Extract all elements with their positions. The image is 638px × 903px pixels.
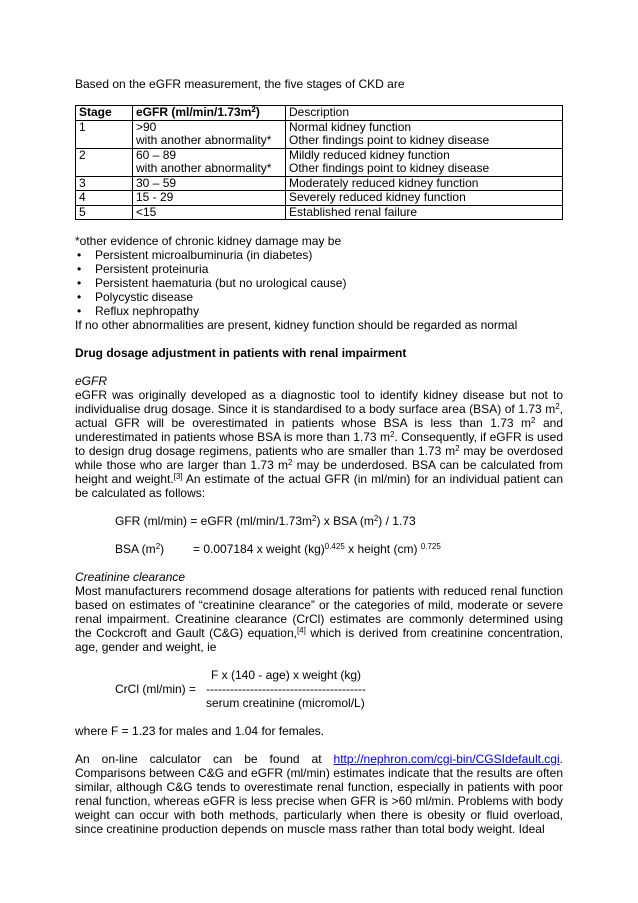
evidence-list <box>75 248 563 318</box>
list-item: • Persistent proteinuria <box>75 262 563 276</box>
crcl-label: CrCl (ml/min) = <box>115 682 196 696</box>
crcl-paragraph: Most manufacturers recommend dosage alterations for patients with reduced renal function based on estimates of “creatinine clearance” or the categories of mild, moderate or severe renal impairment. Creatinine clearance (CrCl) estimates are commonly determined using the Cockcroft and Gault (C&G) equation,[4] which is derived from creatinine concentration, age, gender and weight, ie <box>75 584 563 654</box>
bsa-formula: BSA $(m^2) = 0.007184$ x weight (kg)$^{0.425}$ x height (cm) $^{0.725}$ <box>115 542 441 556</box>
list-item: • Polycystic disease <box>75 290 563 304</box>
crcl-denominator: serum creatinine (micromol/L) <box>206 696 365 710</box>
document-page <box>75 75 563 836</box>
crcl-fraction-line: ---------------------------------------- <box>206 682 366 696</box>
section-heading: Drug dosage adjustment in patients with renal impairment <box>75 346 407 360</box>
gfr-formula: GFR (ml/min) = eGFR $(ml/\min/1.73m^2)$ x BSA $(m^2) / 1.73$ <box>115 514 416 528</box>
note-end: If no other abnormalities are present, kidney function should be regarded as normal <box>75 318 518 332</box>
crcl-numerator: F x (140 - age) x weight (kg) <box>211 668 362 682</box>
crcl-formula <box>75 668 563 710</box>
list-item: • Persistent haematuria (but no urological cause) <box>75 276 563 290</box>
intro-text: Based on the eGFR measurement, the five stages of CKD are <box>75 77 405 91</box>
ckd-stages-table <box>75 105 563 220</box>
egfr-paragraph: eGFR was originally developed as a diagnostic tool to identify kidney disease but not to individualise drug dosage. Since it is standardised to a body surface area (BSA) of 1.73 $m^2$, actual GFR will be overestimated in patients whose BSA is less than 1.73 $m^2$ and underestimated in patients whose BSA is more than 1.73 $m^2$. Consequently, if eGFR is used to design drug dosage regimens, patients who are smaller than 1.73 $m^2$ may be overdosed while those who are larger than 1.73 $m^2$ may be underdosed. BSA can be calculated from height and weight.[3] An estimate of the actual GFR (in ml/min) for an individual patient can be calculated as follows: <box>75 388 564 500</box>
header-description: Description <box>286 106 563 121</box>
list-item: • Persistent microalbuminuria (in diabetes) <box>75 248 563 262</box>
table-header-row <box>76 106 563 121</box>
header-egfr: eGFR $(ml/\min/1.73m^2)$ <box>133 106 286 121</box>
where-text: where F = 1.23 for males and 1.04 for females. <box>75 724 325 738</box>
list-item: • Reflux nephropathy <box>75 304 563 318</box>
table-row: 1 >90 with another abnormality* Normal kidney function Other findings point to kidney disease <box>76 120 563 148</box>
table-row: 4 15 - 29 Severely reduced kidney function <box>76 191 563 206</box>
crcl-subheading: Creatinine clearance <box>75 570 186 584</box>
table-row: 5 <15 Established renal failure <box>76 205 563 220</box>
table-row: 3 30 – 59 Moderately reduced kidney function <box>76 176 563 191</box>
calculator-link[interactable]: http://nephron.com/cgi-bin/CGSIdefault.cgi <box>333 752 560 766</box>
calculator-paragraph: An on-line calculator can be found at http://nephron.com/cgi-bin/CGSIdefault.cgi. Comparisons between C&G and eGFR (ml/min) estimates indicate that the results are often similar, although C&G tends to overestimate renal function, especially in patients with poor renal function, whereas eGFR is less precise when GFR is >60 ml/min. Problems with body weight can occur with both methods, particularly when there is obesity or fluid overload, since creatinine production depends on muscle mass rather than total body weight. Ideal <box>75 752 563 836</box>
note-intro: *other evidence of chronic kidney damage may be <box>75 234 342 248</box>
egfr-subheading: eGFR <box>75 374 108 388</box>
header-stage: Stage <box>76 106 133 121</box>
table-row: 2 60 – 89 with another abnormality* Mildly reduced kidney function Other findings point to kidney disease <box>76 148 563 176</box>
